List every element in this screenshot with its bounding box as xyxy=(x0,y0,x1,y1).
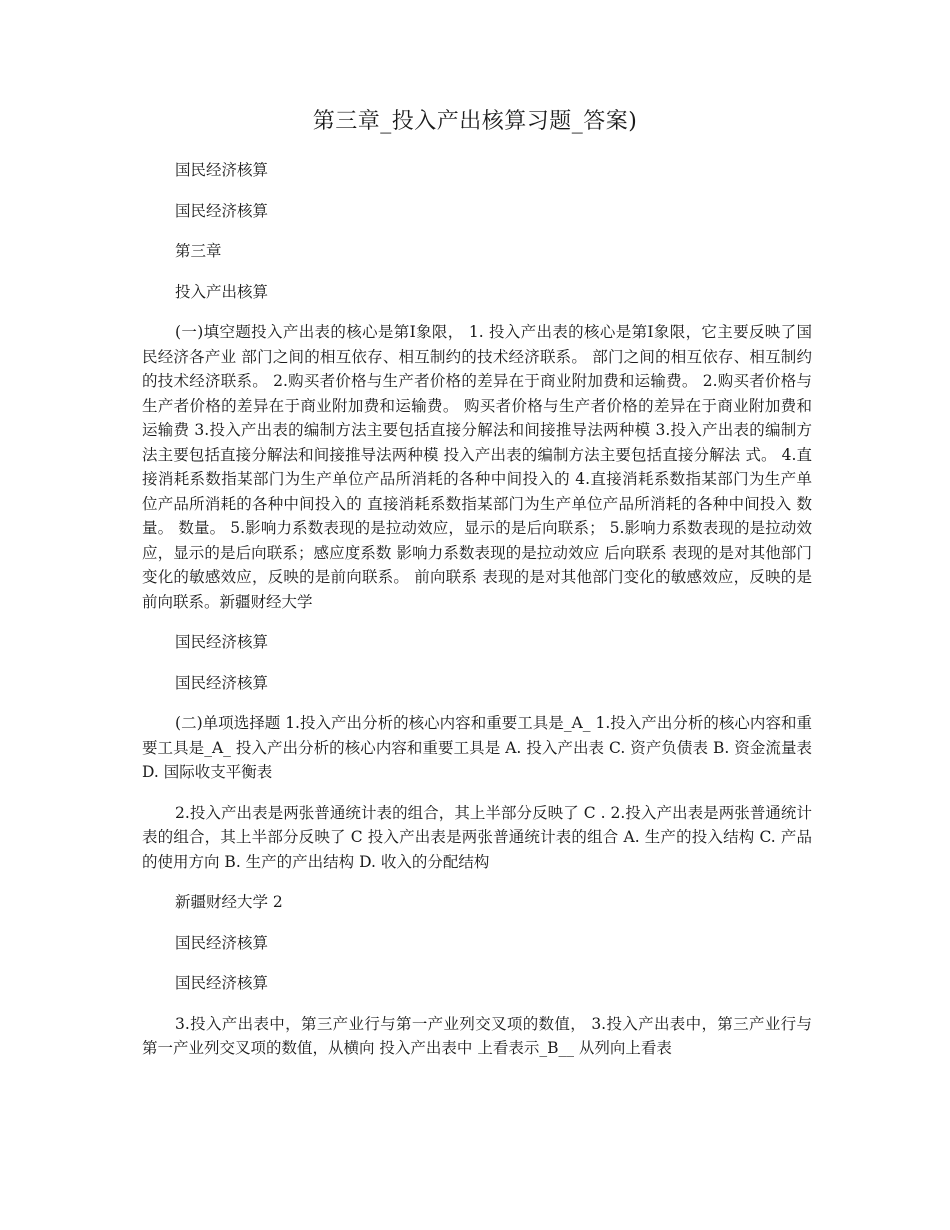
section-title: 投入产出核算 xyxy=(175,282,269,301)
question-2-paragraph: 2.投入产出表是两张普通统计表的组合，其上半部分反映了 C . 2.投入产出表是两张普通统计表的组合，其上半部分反映了 C 投入产出表是两张普通统计表的组合 A. 生产的投入结构 C. 产品的使用方向 B. 生产的产出结构 D. 收入的分配结构 xyxy=(142,803,812,871)
header-line: 国民经济核算 xyxy=(175,673,269,692)
header-line: 国民经济核算 xyxy=(175,201,269,220)
fill-in-section-paragraph: (一)填空题投入产出表的核心是第Ⅰ象限， 1. 投入产出表的核心是第Ⅰ象限，它主要反映了国民经济各产业 部门之间的相互依存、相互制约的技术经济联系。 部门之间的相互依存、相互制约的技术经济联系。 2.购买者价格与生产者价格的差异在于商业附加费和运输费。 2.购买者价格与生产者价格的差异在于商业附加费和运输费。 购买者价格与生产者价格的差异在于商业附加费和运输费 3.投入产出表的编制方法主要包括直接分解法和间接推导法两种模 3.投入产出表的编制方法主要包括直接分解法和间接推导法两种模 投入产出表的编制方法主要包括直接分解法 式。 4.直接消耗系数指某部门为生产单位产品所消耗的各种中间投入的 4.直接消耗系数指某部门为生产单位产品所消耗的各种中间投入的 直接消耗系数指某部门为生产单位产品所消耗的各种中间投入 数量。 数量。 5.影响力系数表现的是拉动效应，显示的是后向联系； 5.影响力系数表现的是拉动效应，显示的是后向联系；感应度系数 影响力系数表现的是拉动效应 后向联系 表现的是对其他部门变化的敏感效应，反映的是前向联系。 前向联系 表现的是对其他部门变化的敏感效应，反映的是前向联系。新疆财经大学 xyxy=(142,323,812,611)
header-line: 国民经济核算 xyxy=(175,161,269,179)
chapter-label: 第三章 xyxy=(175,242,222,260)
question-1-paragraph: (二)单项选择题 1.投入产出分析的核心内容和重要工具是_A_ 1.投入产出分析的核心内容和重要工具是_A_ 投入产出分析的核心内容和重要工具是 A. 投入产出表 C. 资产负债表 B. 资金流量表 D. 国际收支平衡表 xyxy=(142,714,812,781)
question-3-paragraph: 3.投入产出表中，第三产业行与第一产业列交叉项的数值， 3.投入产出表中，第三产业行与第一产业列交叉项的数值，从横向 投入产出表中 上看表示_B__ 从列向上看表 xyxy=(142,1014,812,1057)
header-line: 国民经济核算 xyxy=(175,974,269,992)
header-line: 国民经济核算 xyxy=(175,933,269,952)
document-title: 第三章_投入产出核算习题_答案) xyxy=(312,109,638,134)
footer-line: 新疆财经大学 2 xyxy=(175,893,283,911)
header-line: 国民经济核算 xyxy=(175,633,269,651)
document-body xyxy=(142,158,812,1077)
